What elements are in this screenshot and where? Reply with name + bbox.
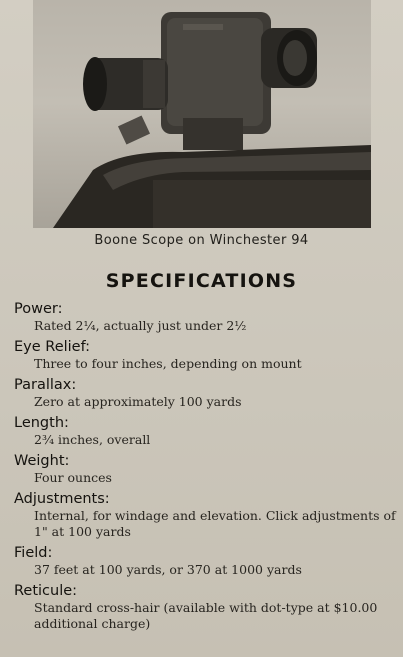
spec-power: [14, 300, 399, 334]
spec-reticule: [14, 582, 399, 632]
spec-value: 37 feet at 100 yards, or 370 at 1000 yards: [34, 562, 302, 577]
spec-weight: [14, 452, 399, 486]
spec-label: Eye Relief:: [14, 339, 91, 355]
spec-label: Field:: [14, 545, 53, 561]
photo-caption: Boone Scope on Winchester 94: [94, 233, 309, 248]
spec-value: Zero at approximately 100 yards: [34, 394, 242, 409]
spec-field: [14, 544, 399, 578]
spec-label: Length:: [14, 415, 69, 431]
spec-value: Standard cross-hair (available with dot-type at $10.00 additional charge): [34, 600, 378, 631]
spec-value: Four ounces: [34, 470, 112, 485]
spec-label: Adjustments:: [14, 491, 110, 507]
spec-length: [14, 414, 399, 448]
specifications-heading: SPECIFICATIONS: [105, 270, 298, 292]
spec-label: Power:: [14, 301, 63, 317]
scope-photo: [33, 0, 371, 228]
spec-adjustments: [14, 490, 399, 540]
spec-label: Weight:: [14, 453, 70, 469]
spec-value: Internal, for windage and elevation. Click adjustments of 1" at 100 yards: [34, 508, 396, 539]
spec-value: 2¾ inches, overall: [34, 432, 151, 447]
spec-eye-relief: [14, 338, 399, 372]
scope-photo-illustration: [33, 0, 371, 228]
specifications-list: [14, 300, 399, 636]
spec-value: Three to four inches, depending on mount: [34, 356, 302, 371]
spec-parallax: [14, 376, 399, 410]
spec-label: Reticule:: [14, 583, 78, 599]
spec-value: Rated 2¼, actually just under 2½: [34, 318, 247, 333]
spec-label: Parallax:: [14, 377, 77, 393]
